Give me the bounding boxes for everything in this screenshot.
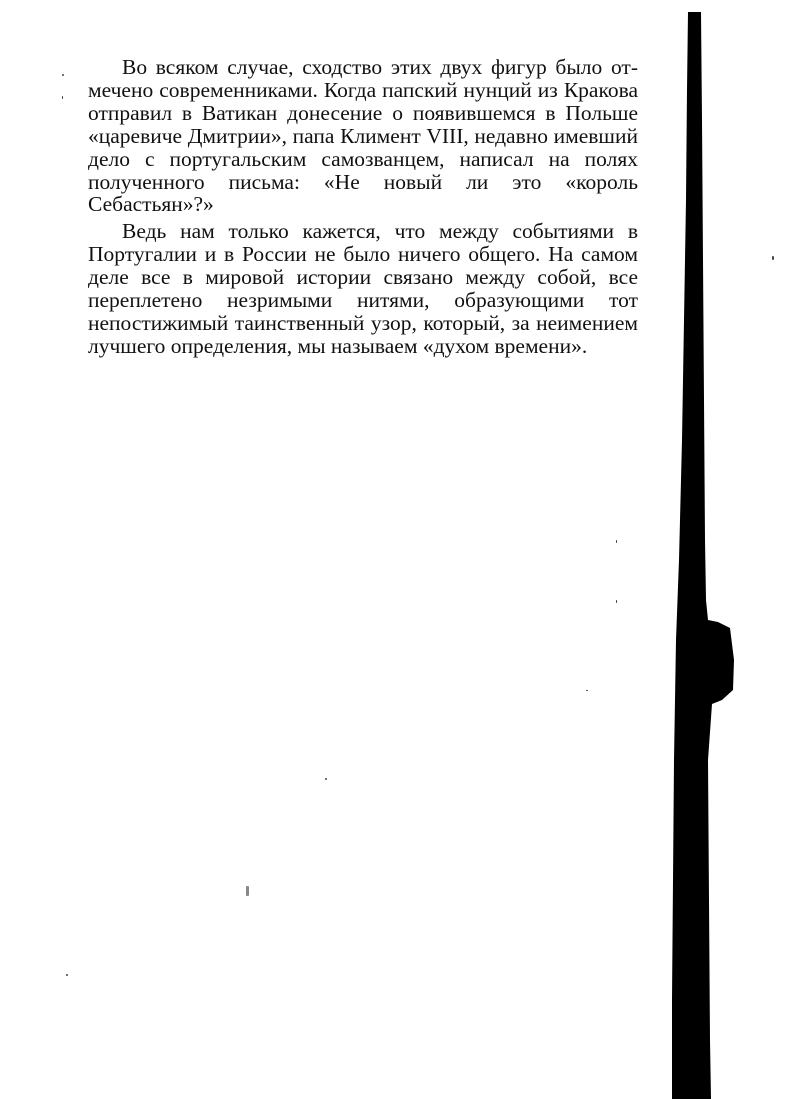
paragraph-1: Во всяком случае, сходство этих двух фигур было отмечено современниками. Когда папский нунций из Кракова отправил в Ватикан донесение о появившемся в Польше «царевиче Дмитрии», папа Климент VIII, недавно имевший дело с португальским самозванцем, написал на полях полученного письма: «Не новый ли это «король Себастьян»?» bbox=[88, 55, 638, 217]
body-text bbox=[88, 56, 638, 358]
paragraph-2: Ведь нам только кажется, что между событиями в Португалии и в России не было ничего общего. На самом деле все в мировой истории связано между собой, все переплетено незримыми нитями, образующими тот непостижимый таинственный узор, который, за неимением лучшего определения, мы называем «духом времени». bbox=[88, 219, 638, 358]
binding-shadow-shape bbox=[672, 12, 734, 1099]
